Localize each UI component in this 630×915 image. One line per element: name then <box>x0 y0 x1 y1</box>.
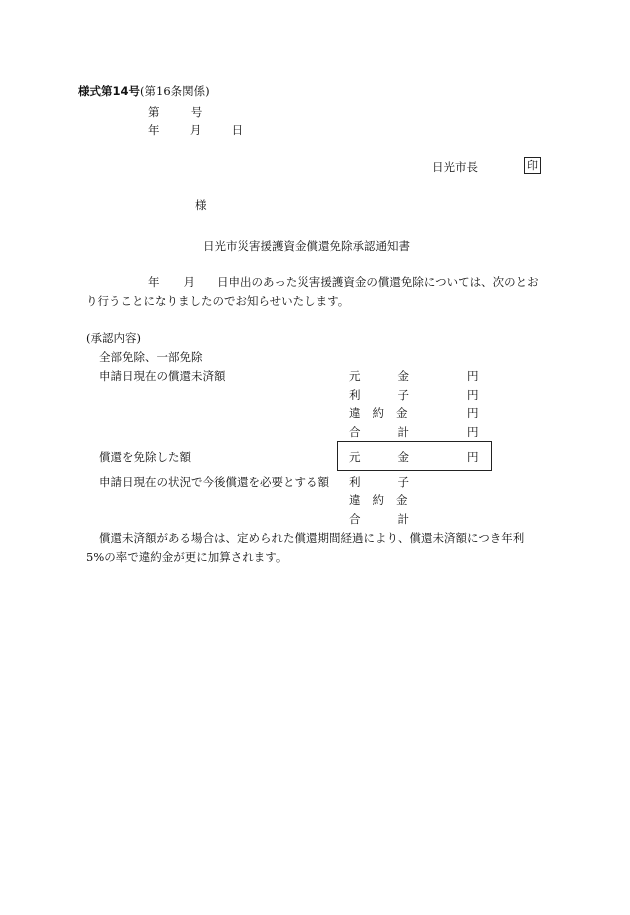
intro-line-1 <box>148 277 539 289</box>
item-char: 違 <box>349 406 361 420</box>
unpaid-penalty-yen: 円 <box>467 406 479 420</box>
unpaid-amount-label: 申請日現在の償還未済額 <box>99 369 226 383</box>
note-line-1: 償還未済額がある場合は、定められた償還期間経過により、償還未済額につき年利 <box>99 531 525 545</box>
document-date-line <box>148 125 243 137</box>
form-reference: (第16条関係) <box>140 84 210 98</box>
item-char: 合 <box>349 425 361 439</box>
item-char: 金 <box>397 369 409 383</box>
exemption-type: 全部免除、一部免除 <box>99 350 203 364</box>
unpaid-total-yen: 円 <box>467 425 479 439</box>
exempt-amount-label: 償還を免除した額 <box>99 450 191 464</box>
item-char: 元 <box>349 369 361 383</box>
date-year: 年 <box>148 123 160 137</box>
date-month: 月 <box>189 123 202 137</box>
unpaid-penalty <box>349 408 408 420</box>
exempt-principal <box>349 452 409 464</box>
recipient-suffix: 様 <box>195 198 207 212</box>
item-char: 金 <box>396 493 408 507</box>
unpaid-principal <box>349 371 409 383</box>
item-char: 合 <box>349 512 361 526</box>
item-char: 計 <box>397 425 409 439</box>
item-char: 利 <box>349 388 361 402</box>
number-suffix: 号 <box>190 105 203 119</box>
item-char: 金 <box>396 406 408 420</box>
item-char: 計 <box>397 512 409 526</box>
note-line-2: 5%の率で違約金が更に加算されます。 <box>86 550 288 564</box>
issuer-name: 日光市長 <box>432 160 478 174</box>
item-char: 元 <box>349 450 361 464</box>
content-heading: (承認内容) <box>86 331 141 345</box>
unpaid-interest <box>349 390 409 402</box>
date-day: 日 <box>231 123 244 137</box>
intro-text-1: 日申出のあった災害援護資金の償還免除については、次のとお <box>217 275 539 289</box>
form-number-line <box>78 86 210 98</box>
document-title: 日光市災害援護資金償還免除承認通知書 <box>203 239 410 253</box>
form-number: 様式第14号 <box>78 84 141 98</box>
seal-stamp: 印 <box>524 157 541 174</box>
intro-month: 月 <box>183 275 195 289</box>
unpaid-principal-yen: 円 <box>467 369 479 383</box>
future-amount-label: 申請日現在の状況で今後償還を必要とする額 <box>99 475 329 489</box>
unpaid-total <box>349 427 409 439</box>
future-total <box>349 514 409 526</box>
item-char: 約 <box>372 493 384 507</box>
exempt-principal-yen: 円 <box>467 450 479 464</box>
item-char: 違 <box>349 493 361 507</box>
seal-mark <box>524 160 541 172</box>
future-penalty <box>349 495 408 507</box>
intro-line-2: り行うことになりましたのでお知らせいたします。 <box>86 294 350 308</box>
item-char: 子 <box>397 388 409 402</box>
future-interest <box>349 477 409 489</box>
item-char: 子 <box>397 475 409 489</box>
document-number-line <box>148 107 202 119</box>
item-char: 金 <box>397 450 409 464</box>
item-char: 約 <box>372 406 384 420</box>
issuer-line <box>432 162 478 174</box>
item-char: 利 <box>349 475 361 489</box>
number-prefix: 第 <box>148 105 160 119</box>
intro-year: 年 <box>148 275 160 289</box>
recipient-line <box>195 200 207 212</box>
unpaid-interest-yen: 円 <box>467 388 479 402</box>
